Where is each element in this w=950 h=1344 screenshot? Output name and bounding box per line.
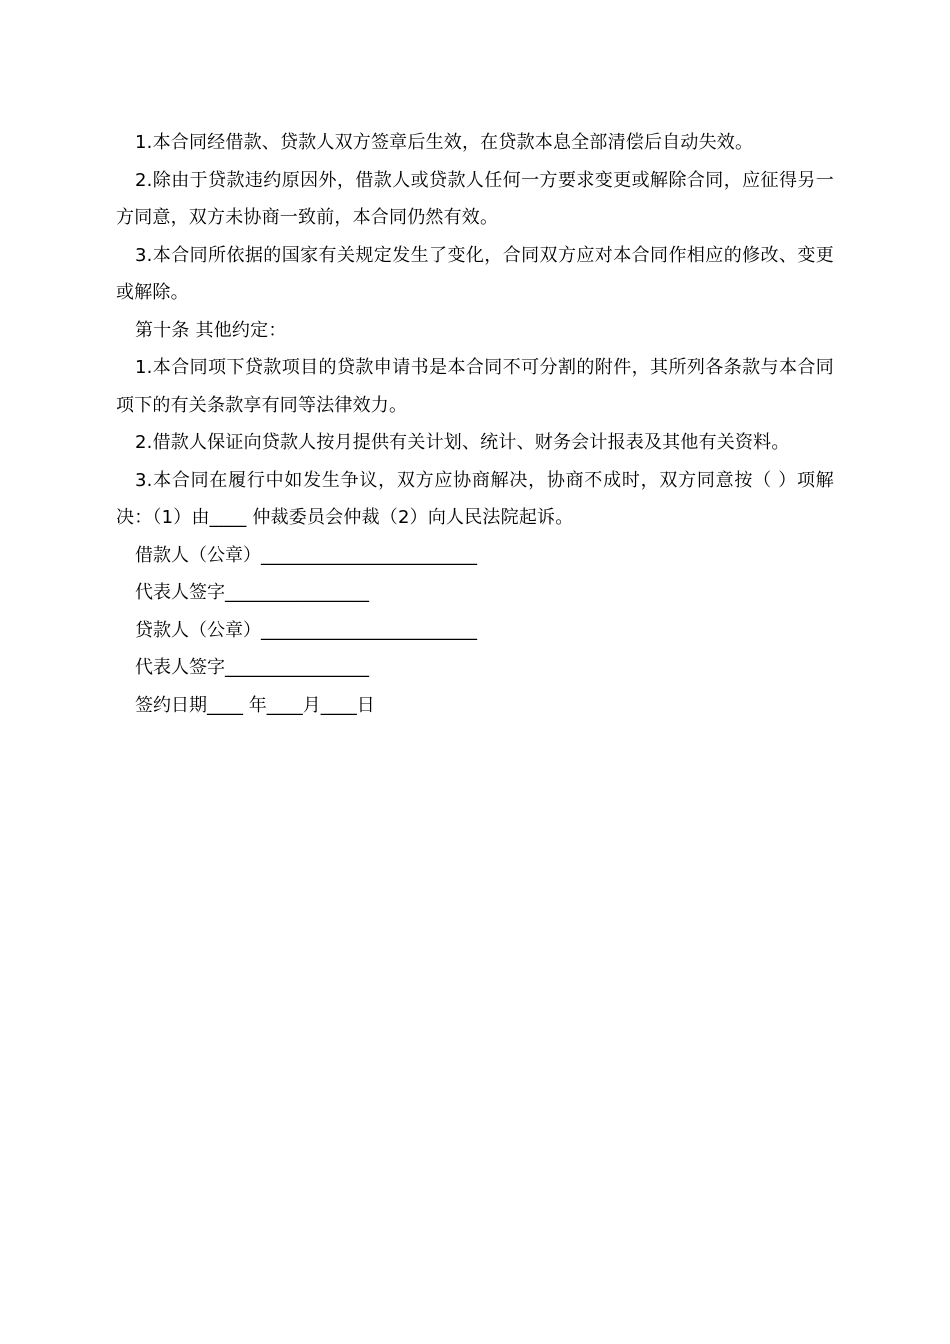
borrower-seal-line: 借款人（公章）________________________ xyxy=(135,544,477,566)
article-10-clause-1: 1.本合同项下贷款项目的贷款申请书是本合同不可分割的附件，其所列各条款与本合同项下的有关条款享有同等法律效力。 xyxy=(116,357,834,416)
lender-representative-line: 代表人签字________________ xyxy=(135,657,369,678)
lender-seal-line: 贷款人（公章）________________________ xyxy=(135,619,477,641)
clause-2-modification: 2.除由于贷款违约原因外，借款人或贷款人任何一方要求变更或解除合同，应征得另一方同意，双方未协商一致前，本合同仍然有效。 xyxy=(116,169,834,228)
document-body xyxy=(116,124,834,724)
article-10-clause-3: 3.本合同在履行中如发生争议，双方应协商解决，协商不成时，双方同意按（ ）项解决：（1）由____ 仲裁委员会仲裁（2）向人民法院起诉。 xyxy=(116,469,834,528)
signing-date-line: 签约日期____ 年____月____日 xyxy=(135,694,375,716)
borrower-representative-line: 代表人签字________________ xyxy=(135,582,369,603)
clause-3-law-change: 3.本合同所依据的国家有关规定发生了变化，合同双方应对本合同作相应的修改、变更或解除。 xyxy=(116,244,834,303)
article-10-heading: 第十条 其他约定： xyxy=(135,319,287,341)
article-10-clause-2: 2.借款人保证向贷款人按月提供有关计划、统计、财务会计报表及其他有关资料。 xyxy=(135,432,790,453)
clause-1-effectiveness: 1.本合同经借款、贷款人双方签章后生效，在贷款本息全部清偿后自动失效。 xyxy=(135,132,754,153)
